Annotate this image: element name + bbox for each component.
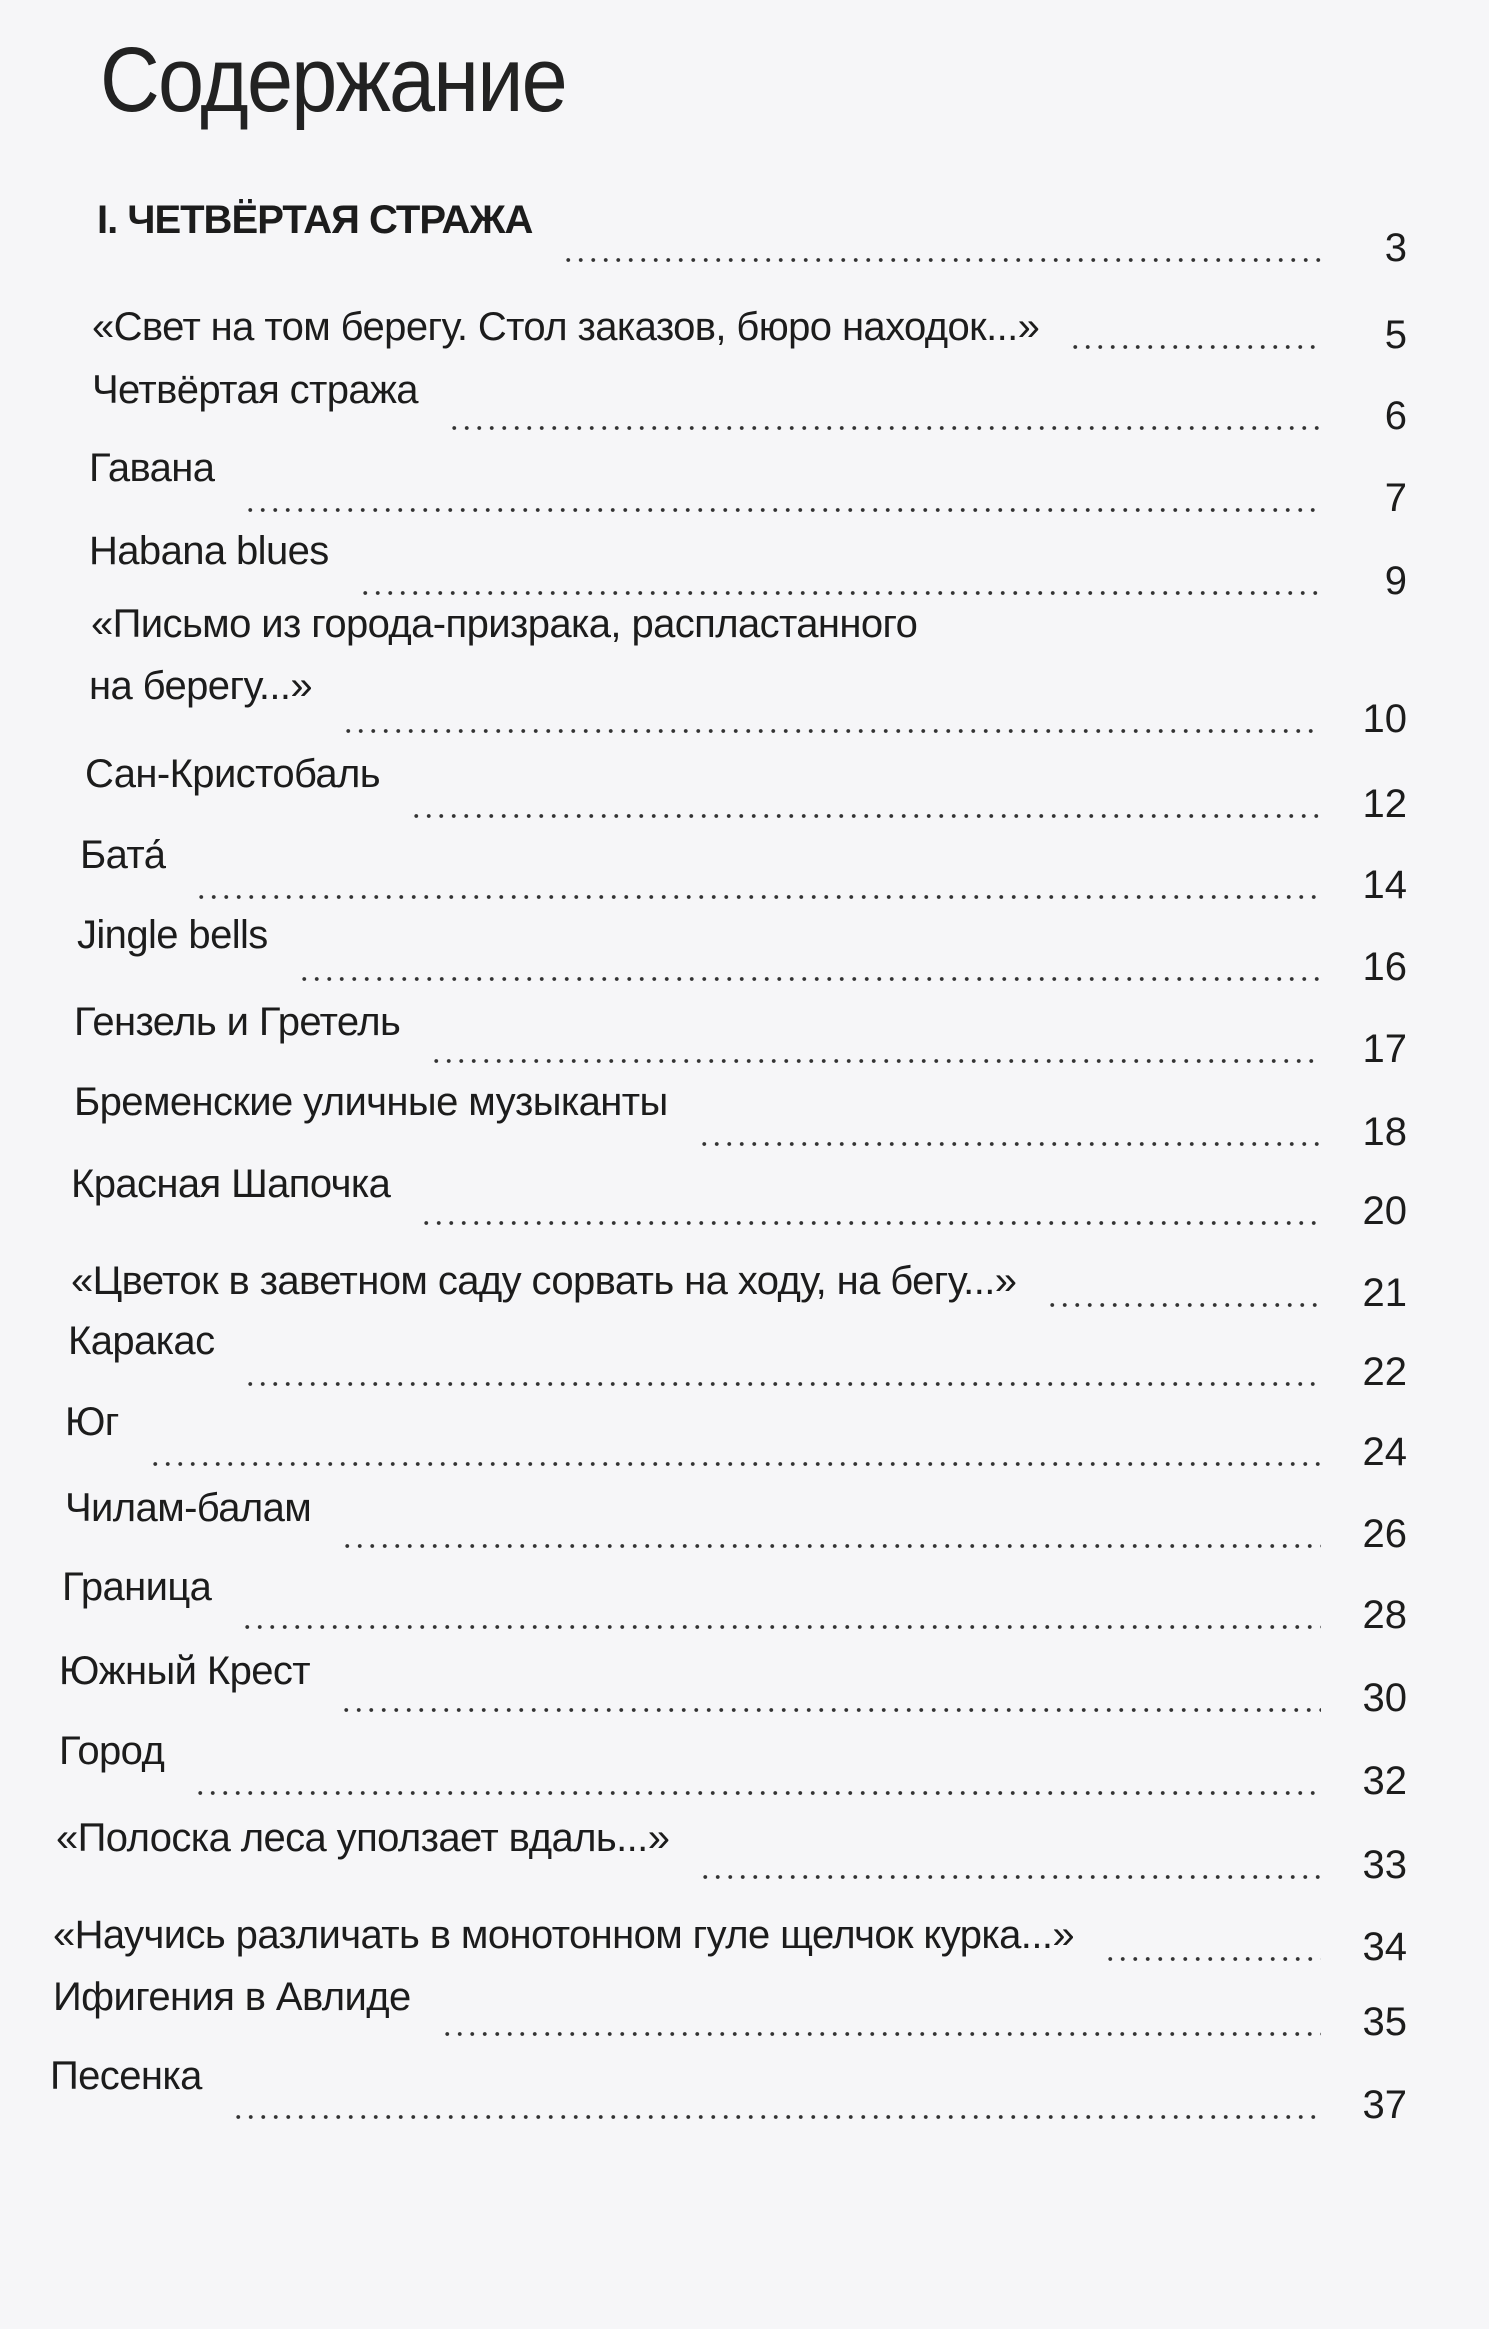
toc-page-number: 37 [1362, 2083, 1407, 2127]
toc-entry [89, 664, 1407, 742]
toc-page-number: 26 [1362, 1512, 1407, 1556]
dot-leader [420, 1162, 1321, 1227]
toc-entry [85, 752, 1407, 827]
toc-page-number: 20 [1362, 1189, 1407, 1233]
toc-entry-label: Четвёртая стража [92, 368, 418, 412]
toc-entry [92, 305, 1407, 358]
toc-page-number: 12 [1362, 782, 1407, 826]
toc-entry-label: Красная Шапочка [71, 1162, 391, 1206]
dot-leader [1104, 1913, 1321, 1963]
dot-leader [194, 1729, 1321, 1797]
toc-entry-label: Сан-Кристобаль [85, 752, 381, 796]
toc-page-number: 7 [1384, 476, 1407, 520]
toc-entry [80, 833, 1407, 908]
dot-leader [232, 2054, 1321, 2121]
page-title: Содержание [100, 29, 566, 131]
toc-page-number: 18 [1362, 1110, 1407, 1154]
dot-leader [244, 446, 1321, 514]
toc-page-number: 24 [1362, 1430, 1407, 1474]
toc-page-number: 28 [1362, 1593, 1407, 1637]
toc-entry [53, 1913, 1407, 1970]
toc-page-number: 5 [1384, 313, 1407, 357]
toc-page-number: 17 [1362, 1027, 1407, 1071]
toc-entry [62, 1565, 1407, 1638]
dot-leader [448, 368, 1321, 432]
dot-leader [359, 529, 1321, 597]
toc-page-number: 16 [1362, 945, 1407, 989]
toc-page-number: 3 [1384, 226, 1407, 270]
dot-leader [149, 1400, 1321, 1468]
dot-leader [1069, 305, 1321, 351]
toc-entry-label: Гавана [89, 446, 215, 490]
toc-entry [56, 1816, 1407, 1888]
dot-leader [410, 752, 1321, 820]
toc-page-number: 10 [1362, 697, 1407, 741]
toc-entry [89, 446, 1407, 521]
dot-leader [341, 1486, 1321, 1550]
toc-entry-label: «Полоска леса уползает вдаль...» [56, 1816, 670, 1860]
dot-leader [1046, 1259, 1321, 1309]
toc-page-number: 32 [1362, 1759, 1407, 1803]
toc-page-number: 33 [1362, 1843, 1407, 1887]
toc-entry-label: Южный Крест [59, 1649, 310, 1693]
toc-page-number: 6 [1384, 394, 1407, 438]
toc-entry-label: Каракас [68, 1319, 215, 1363]
toc-entry-label: Ифигения в Авлиде [53, 1975, 411, 2019]
dot-leader [699, 1816, 1321, 1881]
toc-entry [71, 1259, 1407, 1316]
toc-entry [74, 1080, 1407, 1155]
toc-section-entry [97, 198, 1407, 271]
dot-leader [195, 833, 1321, 901]
toc-page-number: 30 [1362, 1676, 1407, 1720]
toc-entry [77, 913, 1407, 990]
toc-page-number: 9 [1384, 559, 1407, 603]
toc-entry [65, 1486, 1407, 1557]
toc-entry-label: на берегу...» [89, 664, 313, 708]
toc-entry-label: Гензель и Гретель [74, 1000, 401, 1044]
toc-page-number: 21 [1362, 1271, 1407, 1315]
toc-entry-label: Jingle bells [77, 913, 268, 957]
toc-entry-label: «Научись различать в монотонном гуле щелчок курка...» [53, 1913, 1074, 1957]
dot-leader [698, 1080, 1321, 1148]
toc-entry [71, 1162, 1407, 1234]
toc-entry-label: «Свет на том берегу. Стол заказов, бюро находок...» [92, 305, 1040, 349]
toc-entry [89, 529, 1407, 604]
toc-entry-label: Граница [62, 1565, 212, 1609]
toc-entry [92, 368, 1407, 439]
dot-leader [298, 913, 1321, 983]
dot-leader [241, 1565, 1321, 1631]
toc-entry-label: Город [59, 1729, 165, 1773]
toc-entry [59, 1729, 1407, 1804]
toc-entry [74, 1000, 1407, 1072]
dot-leader [430, 1000, 1321, 1065]
toc-entry-label: Юг [65, 1400, 119, 1444]
toc-entry [50, 2054, 1407, 2128]
dot-leader [340, 1649, 1321, 1714]
toc-page-number: 22 [1362, 1350, 1407, 1394]
toc-entry [53, 1975, 1407, 2045]
toc-entry-label: Песенка [50, 2054, 202, 2098]
toc-page-number: 35 [1362, 2000, 1407, 2044]
toc-entry-label: «Цветок в заветном саду сорвать на ходу, на бегу...» [71, 1259, 1017, 1303]
toc-entry-label: I. ЧЕТВЁРТАЯ СТРАЖА [97, 198, 533, 242]
toc-entry-label-line: «Письмо из города-призрака, распластанного [91, 602, 918, 646]
toc-entry-label: Бата́ [80, 833, 166, 877]
toc-page-number: 14 [1362, 863, 1407, 907]
toc-entry-label: Бременские уличные музыканты [74, 1080, 668, 1124]
dot-leader [342, 664, 1321, 735]
dot-leader [562, 198, 1321, 264]
toc-entry [65, 1400, 1407, 1475]
toc-entry [68, 1319, 1407, 1395]
toc-entry-label: Habana blues [89, 529, 329, 573]
dot-leader [441, 1975, 1321, 2038]
toc-page-number: 34 [1362, 1925, 1407, 1969]
toc-entry [59, 1649, 1407, 1721]
dot-leader [244, 1319, 1321, 1388]
toc-entry-label: Чилам-балам [65, 1486, 312, 1530]
